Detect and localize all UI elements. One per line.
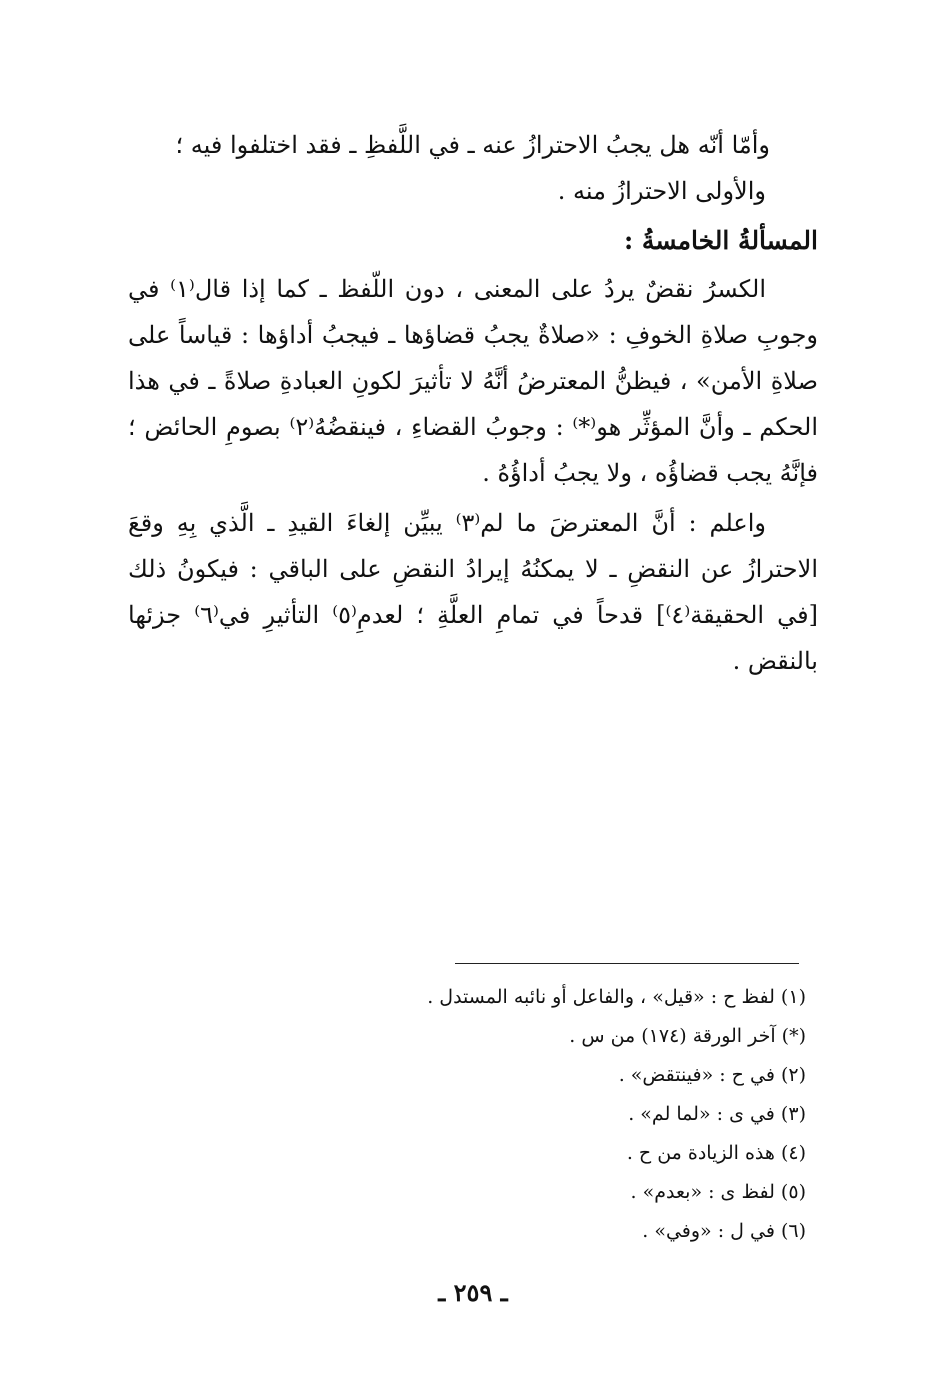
footnote-1: (١) لفظ ح : «قيل» ، والفاعل أو نائبه المستدل . [427, 986, 806, 1008]
paragraph-2: واعلم : أنَّ المعترضَ ما لم⁽٣⁾ يبيِّن إلغاءَ القيدِ ـ الَّذي بِهِ وقعَ الاحترازُ عن النقضِ ـ لا يمكنُهُ إيرادُ النقضِ على الباقي : فيكونُ ذلك [في الحقيقة⁽٤⁾] قدحاً في تمامِ العلَّةِ ؛ لعدمِ⁽٥⁾ التأثيرِ في⁽٦⁾ جزئها بالنقض . [128, 509, 818, 675]
section-heading: المسألةُ الخامسةُ : [623, 226, 818, 255]
footnote-5: (٥) لفظ ى : «بعدم» . [630, 1181, 806, 1203]
page-number: ـ ٢٥٩ ـ [438, 1278, 508, 1307]
footnote-4: (٤) هذه الزيادة من ح . [626, 1142, 806, 1164]
footnote-3: (٣) في ى : «لما لم» . [628, 1103, 806, 1125]
intro-line-2: والأولى الاحترازُ منه . [557, 177, 766, 205]
intro-line-1: وأمّا أنّه هل يجبُ الاحترازُ عنه ـ في اللَّفظِ ـ فقد اختلفوا فيه ؛ [175, 131, 770, 159]
main-text [128, 122, 818, 688]
footnote-6: (٦) في ل : «وفي» . [642, 1220, 806, 1242]
footnote-2: (٢) في ح : «فينتقض» . [618, 1064, 806, 1086]
paragraph-1: الكسرُ نقضٌ يردُ على المعنى ، دون اللّفظ ـ كما إذا قال⁽١⁾ في وجوبِ صلاةِ الخوفِ : «صلاةٌ يجبُ قضاؤها ـ فيجبُ أداؤها : قياساً على صلاةِ الأمن» ، فيظنُّ المعترضُ أنَّهُ لا تأثيرَ لكونِ العبادةِ صلاةً ـ في هذا الحكم ـ وأنَّ المؤثِّر هو⁽*⁾ : وجوبُ القضاءِ ، فينقضُهُ⁽٢⁾ بصومِ الحائض ؛ فإنَّهُ يجب قضاؤُه ، ولا يجبُ أداؤُهُ . [128, 275, 819, 487]
footnote-star: (*) آخر الورقة (١٧٤) من س . [569, 1025, 806, 1047]
footnotes [386, 978, 806, 1251]
footnote-separator [455, 963, 799, 964]
